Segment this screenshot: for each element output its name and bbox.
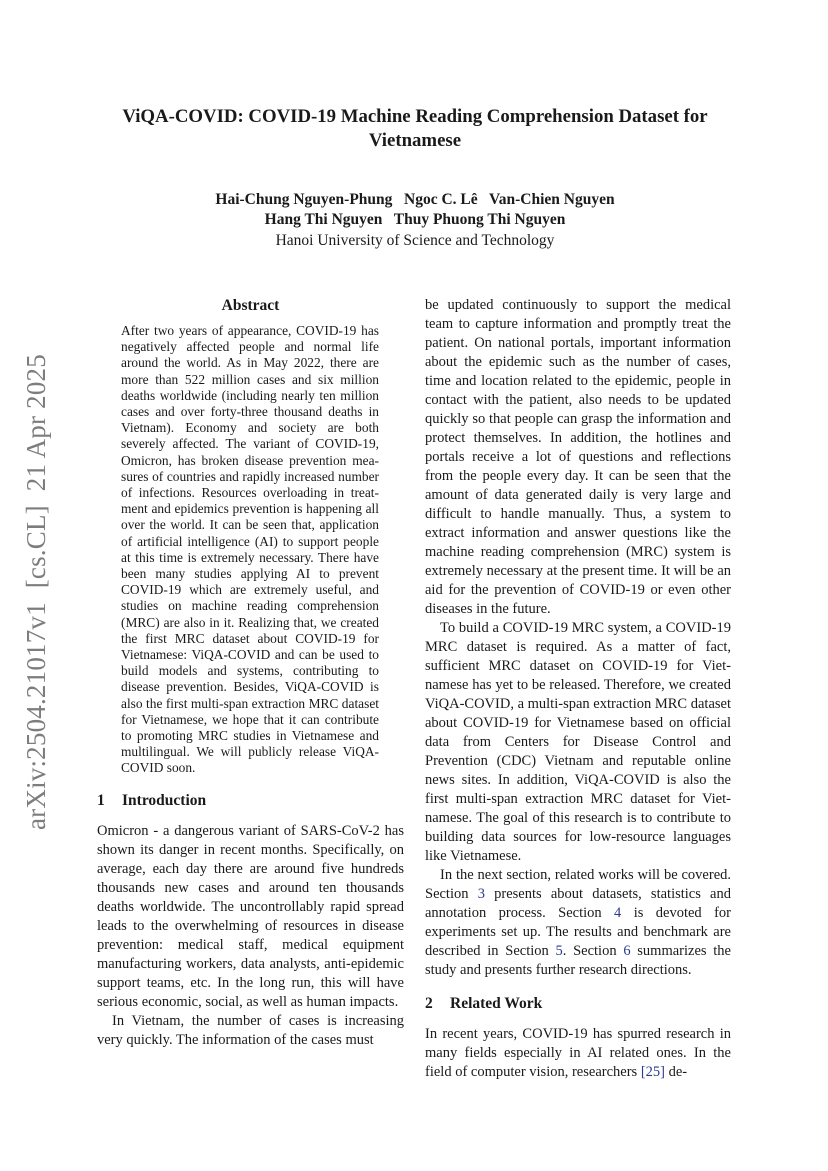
title-line-1: ViQA-COVID: COVID-19 Machine Reading Comprehension Dataset for — [122, 106, 708, 127]
text-span: . Section — [562, 943, 624, 959]
text-span: presents about datasets, statistics and annotation process. Section — [425, 886, 731, 921]
intro-paragraph-2: In Vietnam, the number of cases is increasing very quickly. The information of the cases must — [97, 1012, 404, 1048]
abstract-text: After two years of appearance, COVID-19 has negatively affected people and normal life around the world. As in May 2022, there are more than 522 million cases and six million deaths worldwide (including nearly ten million cases and over forty-three thousand deaths in Vietnam). Economy and society are both severely affected. The variant of COVID-19, Omicron, has broken disease prevention measures of countries and rapidly increased number of infections. Resources overloading in treatment and epidemics prevention is happening all over the world. It can be seen that, application of artificial intelligence (AI) to support people at this time is extremely necessary. There have been many studies applying AI to prevent COVID-19 which are extremely useful, and studies on machine reading comprehension (MRC) are also in it. Realizing that, we created the first MRC dataset about COVID-19 for Vietnamese: ViQA-COVID and can be used to build models and systems, contributing to disease prevention. Besides, ViQA-COVID is also the first multi-span extraction MRC dataset for Vietnamese, we hope that it can contribute to promoting MRC studies in Vietnamese and multilingual. We will publicly release ViQA-COVID soon. — [121, 323, 379, 776]
section-number: 1 — [97, 791, 105, 809]
text-span: In the next section, related works will be covered. Section — [425, 867, 731, 902]
section-6-link[interactable]: 6 — [623, 943, 631, 959]
section-3-link[interactable]: 3 — [477, 886, 485, 902]
section-heading-related-work — [425, 994, 731, 1014]
text-span: de- — [664, 1064, 688, 1080]
paper-title — [90, 105, 740, 153]
text-span: In recent years, COVID-19 has spurred research in many fields especially in AI related ones. In the field of computer vision, researchers — [425, 1026, 731, 1080]
text-span: summarizes the study and presents further research directions. — [425, 943, 731, 978]
section-title: Related Work — [450, 995, 543, 1012]
intro-paragraph-4 — [425, 866, 731, 980]
left-column — [97, 296, 404, 1050]
intro-paragraph-3: To build a COVID-19 MRC system, a COVID-19 MRC dataset is required. As a matter of fact, sufficient MRC dataset on COVID-19 for Vietnamese has yet to be released. Therefore, we created ViQA-COVID, a multi-span extraction MRC dataset about COVID-19 for Vietnamese based on official data from Centers for Disease Control and Prevention (CDC) Vietnam and reputable online news sites. In addition, ViQA-COVID is also the first multi-span extraction MRC dataset for Vietnamese. The goal of this research is to contribute to building data sources for low-resource languages like Vietnamese. — [425, 620, 731, 864]
paper-header — [90, 105, 740, 251]
author-list — [90, 190, 740, 230]
authors-line-2: Hang Thi Nguyen Thuy Phuong Thi Nguyen — [264, 211, 566, 228]
affiliation: Hanoi University of Science and Technology — [275, 232, 555, 249]
section-5-link[interactable]: 5 — [555, 943, 563, 959]
arxiv-identifier-stamp: arXiv:2504.21017v1 [cs.CL] 21 Apr 2025 — [21, 354, 51, 830]
section-heading-introduction — [97, 791, 404, 811]
intro-paragraph-2-continued: be updated continuously to support the medical team to capture information and promptly treat the patient. On national portals, important information about the epidemic such as the number of cases, time and location related to the epidemic, people in contact with the patient, also needs to be updated quickly so that people can grasp the information and protect themselves. In addition, the hotlines and portals receive a lot of questions and reflections from the people every day. It can be seen that the amount of data generated daily is very large and difficult to handle manually. Thus, a system to extract information and answer questions like the machine reading comprehension (MRC) system is extremely necessary at the present time. It will be an aid for the prevention of COVID-19 or even other diseases in the future. — [425, 297, 731, 617]
authors-line-1: Hai-Chung Nguyen-Phung Ngoc C. Lê Van-Chien Nguyen — [215, 191, 615, 208]
section-number: 2 — [425, 995, 433, 1012]
related-work-paragraph-1 — [425, 1025, 731, 1082]
abstract-heading: Abstract — [221, 297, 280, 314]
text-span: is devoted for experiments set up. The results and benchmark are described in Section — [425, 905, 732, 959]
right-column — [425, 296, 731, 1082]
intro-paragraph-1: Omicron - a dangerous variant of SARS-CoV-2 has shown its danger in recent months. Specifically, on average, each day there are around five hundreds thousands new cases and around ten thousands deaths worldwide. The uncontrollably rapid spread leads to the overwhelming of resources in disease prevention: medical staff, medical equipment manufacturing workers, data analysts, anti-epidemic support teams, etc. In the long run, this will have serious economic, social, as well as human impacts. — [97, 822, 404, 1010]
section-title: Introduction — [122, 791, 207, 809]
citation-25-link[interactable]: [25] — [640, 1064, 665, 1080]
title-line-2: Vietnamese — [368, 130, 462, 151]
section-4-link[interactable]: 4 — [614, 905, 622, 921]
